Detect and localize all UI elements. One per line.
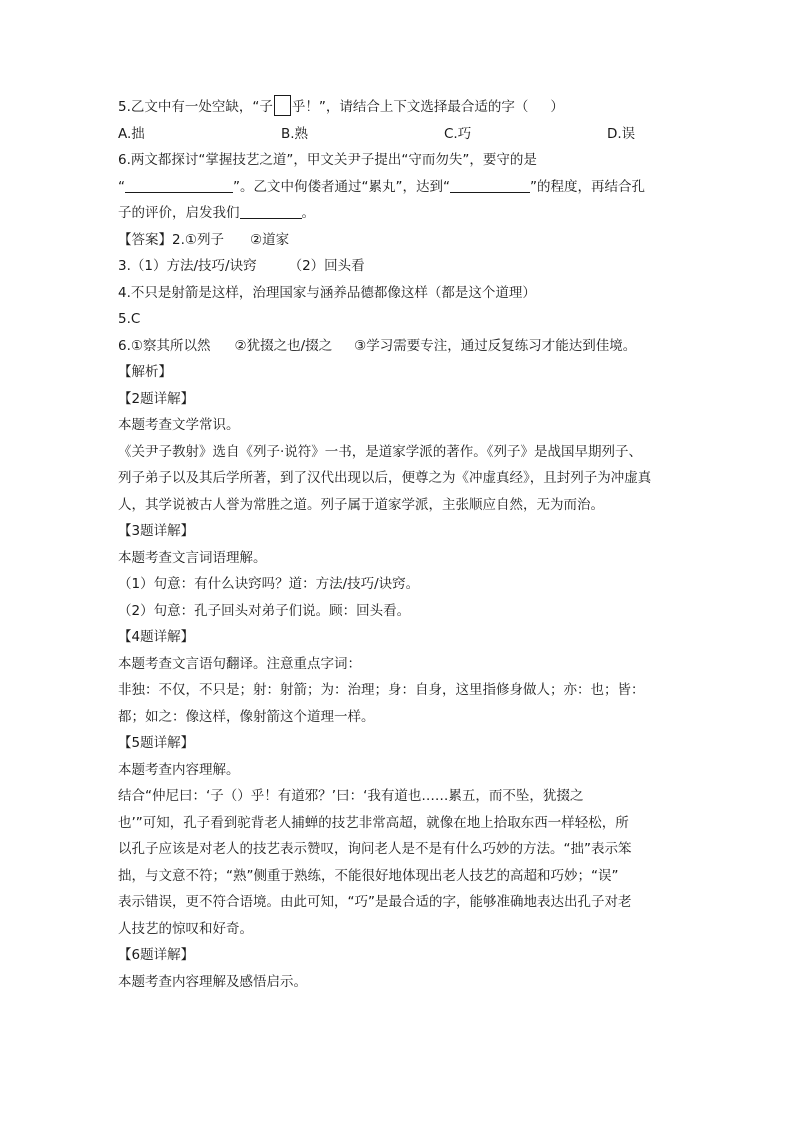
answer-3-first: 3.（1）方法/技巧/诀窍 xyxy=(118,258,257,274)
blank-box xyxy=(274,95,291,116)
q3-detail-line: 本题考查文言词语理解。 xyxy=(118,549,267,566)
q6-line2-part-c: ”的程度，再结合孔 xyxy=(529,178,645,195)
q5-stem-part-b: 乎！”，请结合上下文选择最合适的字（ xyxy=(291,99,529,115)
answer-2 xyxy=(118,227,678,254)
fill-blank xyxy=(450,177,530,193)
q5-detail-line: 表示错误，更不符合语境。由此可知，“巧”是最合适的字，能够准确地表达出孔子对老 xyxy=(118,894,632,910)
q5-detail-line: 拙，与文意不符；“熟”侧重于熟练，不能很好地体现出老人技艺的高超和巧妙；“误” xyxy=(118,867,619,884)
answer-5: 5.C xyxy=(118,311,141,327)
q2-detail-line: 本题考查文学常识。 xyxy=(118,417,240,433)
q6-line3-part-a: 子的评价，启发我们 xyxy=(118,205,240,221)
option-c: C.巧 xyxy=(444,125,472,142)
option-a: A.拙 xyxy=(118,125,145,142)
q5-detail-line: 以孔子应该是对老人的技艺表示赞叹，询问老人是不是有什么巧妙的方法。“拙”表示笨 xyxy=(118,841,632,857)
q2-detail-line: 人，其学说被古人誉为常胜之道。列子属于道家学派，主张顺应自然，无为而治。 xyxy=(118,496,604,513)
q4-detail-line: 都；如之：像这样，像射箭这个道理一样。 xyxy=(118,708,375,725)
answer-3-second: （2）回头看 xyxy=(288,258,365,274)
q4-detail-line: 非独：不仅，不只是；射：射箭；为：治理；身：自身，这里指修身做人；亦：也；皆： xyxy=(118,682,645,698)
answer-2-first: 【答案】2.①列子 xyxy=(118,231,224,248)
q5-detail-title: 【5题详解】 xyxy=(118,735,195,751)
q6-line2-part-a: “ xyxy=(118,178,125,195)
question-6-line-3 xyxy=(118,200,678,227)
q5-stem-part-a: 5.乙文中有一处空缺，“子 xyxy=(118,99,273,115)
q5-detail-line: 本题考查内容理解。 xyxy=(118,761,240,778)
fill-blank xyxy=(240,203,302,219)
q6-detail-line: 本题考查内容理解及感悟启示。 xyxy=(118,973,307,990)
q2-detail-line: 《关尹子教射》选自《列子·说符》一书，是道家学派的著作。《列子》是战国早期列子、 xyxy=(118,443,643,460)
analysis-heading: 【解析】 xyxy=(118,364,172,380)
fill-blank xyxy=(125,177,233,193)
q6-detail-title: 【6题详解】 xyxy=(118,947,195,963)
question-6-line-2 xyxy=(118,174,678,201)
q5-stem-part-c: ） xyxy=(550,99,564,115)
q4-detail-title: 【4题详解】 xyxy=(118,629,195,645)
answer-6-third: ③学习需要专注，通过反复练习才能达到佳境。 xyxy=(354,337,637,354)
q5-detail-line: 结合“仲尼曰：‘子（）乎！有道邪？’曰：‘我有道也……累五，而不坠，犹掇之 xyxy=(118,788,584,804)
q5-detail-line: 人技艺的惊叹和好奇。 xyxy=(118,920,253,937)
q3-detail-title: 【3题详解】 xyxy=(118,523,195,539)
document-content xyxy=(118,94,678,995)
q4-detail-line: 本题考查文言语句翻译。注意重点字词： xyxy=(118,655,361,672)
question-5-options xyxy=(118,121,678,148)
answer-2-second: ②道家 xyxy=(249,231,290,248)
q3-detail-line: （2）句意：孔子回头对弟子们说。顾：回头看。 xyxy=(118,602,411,619)
answer-6-first: 6.①察其所以然 xyxy=(118,337,211,354)
option-d: D.误 xyxy=(607,125,636,142)
q5-detail-line: 也’”可知，孔子看到驼背老人捕蝉的技艺非常高超，就像在地上拾取东西一样轻松，所 xyxy=(118,814,629,831)
q6-line2-part-b: ”。乙文中佝偻者通过“累丸”，达到“ xyxy=(233,178,450,195)
answer-3 xyxy=(118,253,678,280)
answer-6 xyxy=(118,333,678,360)
q2-detail-line: 列子弟子以及其后学所著，到了汉代出现以后，便尊之为《冲虚真经》，且封列子为冲虚真 xyxy=(118,470,652,486)
answer-4: 4.不只是射箭是这样，治理国家与涵养品德都像这样（都是这个道理） xyxy=(118,284,536,301)
question-5-stem xyxy=(118,94,678,121)
q3-detail-line: （1）句意：有什么诀窍吗？道：方法/技巧/诀窍。 xyxy=(118,576,420,592)
option-b: B.熟 xyxy=(281,125,309,142)
q2-detail-title: 【2题详解】 xyxy=(118,390,195,407)
question-6-line-1: 6.两文都探讨“掌握技艺之道”，甲文关尹子提出“守而勿失”，要守的是 xyxy=(118,152,537,168)
q6-line3-part-b: 。 xyxy=(301,205,315,221)
answer-6-second: ②犹掇之也/掇之 xyxy=(234,337,333,354)
